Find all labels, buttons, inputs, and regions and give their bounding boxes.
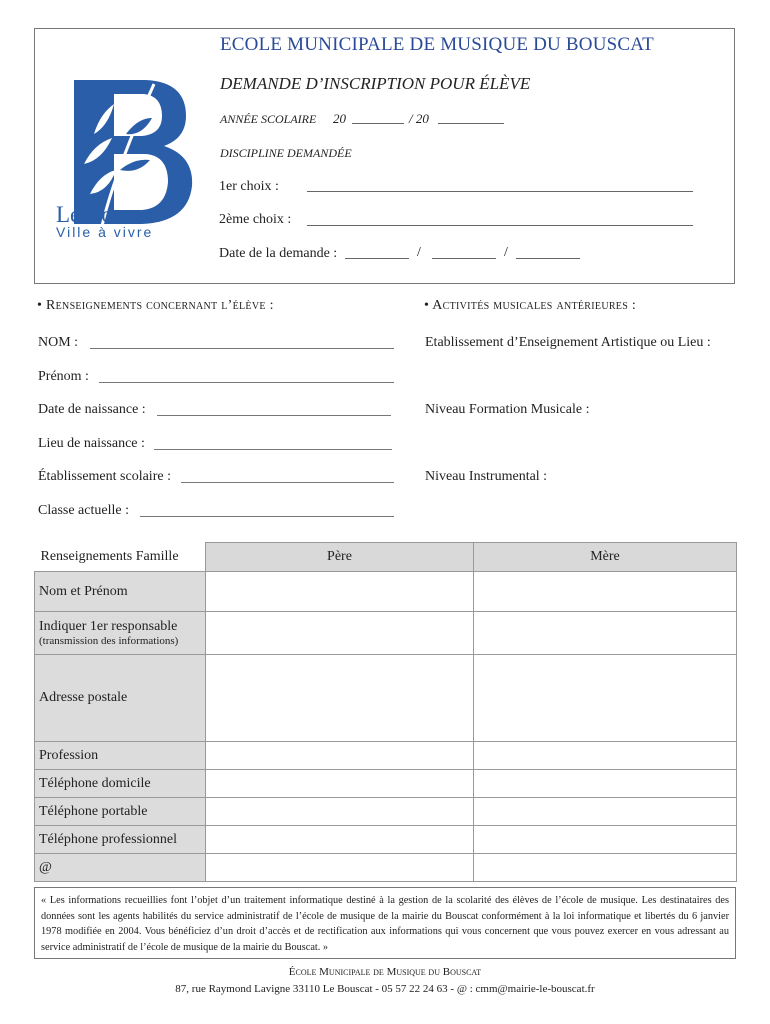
year-prefix-a: 20 xyxy=(333,111,346,126)
table-row xyxy=(35,826,737,854)
father-column-header: Père xyxy=(206,543,474,572)
mother-home-phone-cell[interactable] xyxy=(474,770,737,798)
request-date-day-field[interactable] xyxy=(345,258,409,259)
request-date-year-field[interactable] xyxy=(516,258,580,259)
mother-work-phone-cell[interactable] xyxy=(474,826,737,854)
table-row xyxy=(35,798,737,826)
instrument-level-label: Niveau Instrumental : xyxy=(425,469,548,484)
choice-2-label: 2ème choix : xyxy=(219,212,292,227)
student-prenom-field[interactable] xyxy=(99,382,394,383)
student-nom-label: NOM : xyxy=(38,335,79,350)
family-info-table xyxy=(34,542,737,882)
student-nom-field[interactable] xyxy=(90,348,394,349)
year-start-field[interactable] xyxy=(352,123,404,124)
request-date-label: Date de la demande : xyxy=(219,246,338,261)
student-birthplace-field[interactable] xyxy=(154,449,392,450)
prior-school-label: Etablissement d’Enseignement Artistique ou Lieu : xyxy=(425,335,711,350)
footer-title: École Municipale de Musique du Bouscat xyxy=(288,966,482,978)
choice-2-field[interactable] xyxy=(307,225,693,226)
student-class-label: Classe actuelle : xyxy=(38,503,129,518)
date-separator: / xyxy=(504,245,508,260)
father-home-phone-cell[interactable] xyxy=(206,770,474,798)
father-name-cell[interactable] xyxy=(206,572,474,612)
mother-email-cell[interactable] xyxy=(474,854,737,882)
row-label-home-phone: Téléphone domicile xyxy=(35,770,206,798)
year-prefix-b: / 20 xyxy=(409,111,429,126)
logo-name-text: Le Bouscat xyxy=(56,202,161,227)
music-theory-level-label: Niveau Formation Musicale : xyxy=(425,402,590,417)
family-table-title: Renseignements Famille xyxy=(35,543,206,572)
father-email-cell[interactable] xyxy=(206,854,474,882)
student-prenom-label: Prénom : xyxy=(38,369,89,384)
row-label-name: Nom et Prénom xyxy=(35,572,206,612)
mother-column-header: Mère xyxy=(474,543,737,572)
year-end-field[interactable] xyxy=(438,123,504,124)
student-birthplace-label: Lieu de naissance : xyxy=(38,436,145,451)
logo-tagline-text: Ville à vivre xyxy=(56,224,154,240)
choice-1-label: 1er choix : xyxy=(219,179,279,194)
student-class-field[interactable] xyxy=(140,516,394,517)
row-label-mobile-phone: Téléphone portable xyxy=(35,798,206,826)
student-birthdate-field[interactable] xyxy=(157,415,391,416)
discipline-label: DISCIPLINE DEMANDÉE xyxy=(220,146,352,160)
row-label-responsible xyxy=(35,612,206,655)
father-mobile-phone-cell[interactable] xyxy=(206,798,474,826)
school-year-label: ANNÉE SCOLAIRE xyxy=(220,112,317,126)
table-row xyxy=(35,742,737,770)
privacy-notice: « Les informations recueillies font l’objet d’un traitement informatique destiné à la gestion de la scolarité des élèves de l’école de musique. Les destinataires des données sont les agents habilités du service administratif de l’école de musique de la mairie du Bouscat conformément à la loi informatique et libertés du 6 janvier 1978 modifiée en 2004. Vous bénéficiez d’un droit d’accès et de rectification aux informations qui vous concernent que vous pouvez exercer en vous adressant au service administratif de l’école de musique de la mairie du Bouscat. » xyxy=(34,887,736,959)
form-title: DEMANDE D’INSCRIPTION POUR ÉLÈVE xyxy=(220,74,531,93)
row-label-address: Adresse postale xyxy=(35,655,206,742)
row-label-email: @ xyxy=(35,854,206,882)
table-row xyxy=(35,655,737,742)
responsible-label: Indiquer 1er responsable xyxy=(39,619,178,634)
student-school-field[interactable] xyxy=(181,482,394,483)
mother-profession-cell[interactable] xyxy=(474,742,737,770)
student-birthdate-label: Date de naissance : xyxy=(38,402,146,417)
mother-responsible-cell[interactable] xyxy=(474,612,737,655)
school-title: ECOLE MUNICIPALE DE MUSIQUE DU BOUSCAT xyxy=(220,34,654,55)
request-date-month-field[interactable] xyxy=(432,258,496,259)
table-row xyxy=(35,612,737,655)
choice-1-field[interactable] xyxy=(307,191,693,192)
le-bouscat-logo xyxy=(54,74,199,244)
date-separator: / xyxy=(417,245,421,260)
footer-address: 87, rue Raymond Lavigne 33110 Le Bouscat - 05 57 22 24 63 - @ : cmm@mairie-le-bouscat.fr xyxy=(175,983,595,995)
table-row xyxy=(35,572,737,612)
father-profession-cell[interactable] xyxy=(206,742,474,770)
father-responsible-cell[interactable] xyxy=(206,612,474,655)
table-row xyxy=(35,854,737,882)
table-header-row xyxy=(35,543,737,572)
responsible-note: (transmission des informations) xyxy=(39,635,179,647)
row-label-profession: Profession xyxy=(35,742,206,770)
row-label-work-phone: Téléphone professionnel xyxy=(35,826,206,854)
mother-address-cell[interactable] xyxy=(474,655,737,742)
student-section-heading: • Renseignements concernant l’élève : xyxy=(37,298,274,313)
father-address-cell[interactable] xyxy=(206,655,474,742)
student-school-label: Établissement scolaire : xyxy=(38,469,171,484)
mother-name-cell[interactable] xyxy=(474,572,737,612)
mother-mobile-phone-cell[interactable] xyxy=(474,798,737,826)
table-row xyxy=(35,770,737,798)
father-work-phone-cell[interactable] xyxy=(206,826,474,854)
activities-section-heading: • Activités musicales antérieures : xyxy=(424,298,637,313)
